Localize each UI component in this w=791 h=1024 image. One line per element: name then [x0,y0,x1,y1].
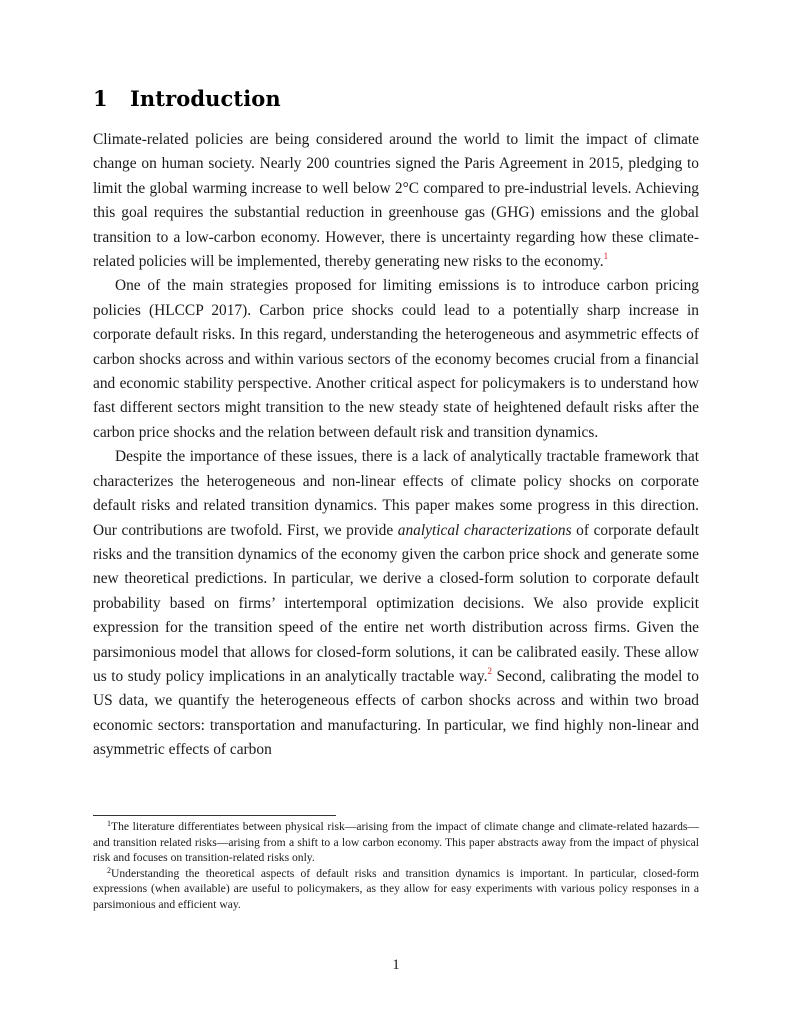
section-title: Introduction [130,86,281,111]
section-heading [93,86,281,111]
body-text [93,128,699,763]
paragraph-2-text: One of the main strategies proposed for limiting emissions is to introduce carbon pricing policies (HLCCP 2017). Carbon price shocks could lead to a potentially sharp increase in corporate default risks. In this regard, understanding the heterogeneous and asymmetric effects of carbon shocks across and within various sectors of the economy becomes crucial from a financial and economic stability perspective. Another critical aspect for policymakers is to understand how fast different sectors might transition to the new steady state of heightened default risks after the carbon price shocks and the relation between default risk and transition dynamics. [93,277,699,441]
paragraph-3-text-end: Second, calibrating the model to US data, we quantify the heterogeneous effects of carbon shocks across and within two broad economic sectors: transportation and manufacturing. In particular, we find highly non-linear and asymmetric effects of carbon [93,667,699,759]
footnote-2-text: Understanding the theoretical aspects of default risks and transition dynamics is important. In particular, closed-form expressions (when available) are useful to policymakers, as they allow for easy experiments with various policy responses in a parsimonious and efficient way. [93,866,699,911]
footnote-link-1[interactable]: 1 [603,251,609,262]
footnote-2-mark: 2 [107,865,111,875]
footnote-link-2[interactable]: 2 [487,665,492,676]
footnote-1-mark: 1 [107,819,111,828]
paragraph-3-text-start: Despite the importance of these issues, there is a lack of analytically tractable framework that characterizes the heterogeneous and non-linear effects of climate policy shocks on corporate default risks and related transition dynamics. This paper makes some progress in this direction. Our contributions are twofold. First, we provide [93,448,699,539]
document-page [93,0,699,1024]
paragraph-2 [93,274,699,445]
paragraph-3 [93,445,699,762]
footnote-1 [93,819,699,866]
footnote-1-text: The literature differentiates between physical risk—arising from the impact of climate change and climate-related hazards—and transition related risks—arising from a shift to a low carbon economy. This paper abstracts away from the impact of physical risk and focuses on transition-related risks only. [93,820,699,865]
paragraph-3-text-middle: of corporate default risks and the transition dynamics of the economy given the carbon price shock and generate some new theoretical predictions. In particular, we derive a closed-form solution to corporate default probability based on firms’ intertemporal optimization decisions. We also provide explicit expression for the transition speed of the entire net worth distribution across firms. Given the parsimonious model that allows for closed-form solutions, it can be calibrated easily. These allow us to study policy implications in an analytically tractable way. [93,521,699,685]
paragraph-1-text: Climate-related policies are being considered around the world to limit the impact of climate change on human society. Nearly 200 countries signed the Paris Agreement in 2015, pledging to limit the global warming increase to well below 2°C compared to pre-industrial levels. Achieving this goal requires the substantial reduction in greenhouse gas (GHG) emissions and the global transition to a low-carbon economy. However, there is uncertainty regarding how these climate-related policies will be implemented, thereby generating new risks to the economy. [93,131,699,271]
section-number: 1 [93,86,108,111]
paragraph-1 [93,128,699,274]
page-number: 1 [392,957,400,973]
footnotes [93,819,699,913]
footnote-2 [93,866,699,913]
paragraph-3-emphasis: analytical characterizations [397,521,572,539]
footnote-divider [93,815,336,816]
